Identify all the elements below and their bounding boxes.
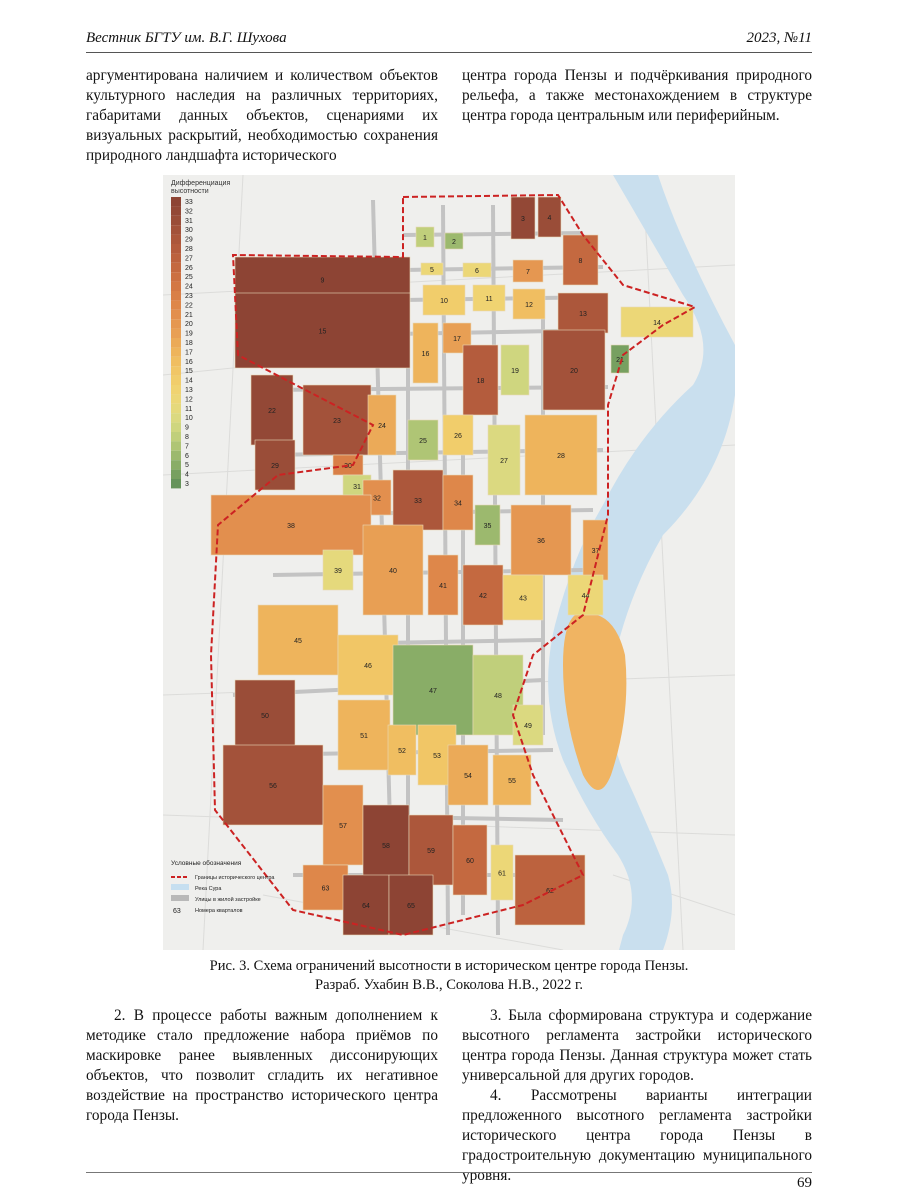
paragraph: 2. В процессе работы важным дополнением к методике стало предложение набора приёмов по маскировке ранее выявленных диссонирующих объектов, что позволит сгладить их негативное воздействие на пространство исторического центра города Пензы. (86, 1007, 438, 1124)
text-top-col1 (86, 66, 438, 166)
scale-label: 12 (185, 396, 193, 404)
block-number: 10 (440, 298, 448, 305)
scale-swatch (171, 385, 181, 394)
block-number: 57 (339, 823, 347, 830)
text-bottom-col2 (462, 1006, 812, 1186)
height-map (163, 175, 735, 950)
scale-label: 28 (185, 246, 193, 253)
scale-swatch (171, 272, 181, 281)
scale-swatch (171, 451, 181, 460)
block-number: 1 (423, 235, 427, 242)
block-number: 62 (546, 888, 554, 895)
block-number: 53 (433, 753, 441, 760)
block-number: 33 (414, 498, 422, 505)
block-number: 22 (268, 408, 276, 415)
scale-swatch (171, 225, 181, 234)
paragraph: аргументирована наличием и количеством объектов культурного наследия на различных территориях, габаритами данных объектов, сценариями их визуальных раскрытий, необходимостью сохранения природного ландшафта исторического (86, 67, 438, 164)
block-number: 44 (581, 593, 590, 600)
scale-label: 17 (185, 349, 193, 357)
scale-label: 7 (185, 443, 189, 451)
scale-label: 22 (185, 302, 193, 310)
scale-swatch (171, 319, 181, 328)
scale-label: 26 (185, 264, 193, 272)
block-number: 64 (362, 903, 370, 910)
block-number: 35 (483, 523, 492, 530)
issue-label: 2023, №11 (746, 30, 812, 46)
block-number: 12 (525, 302, 533, 309)
block-number: 40 (389, 568, 397, 575)
block-number: 39 (334, 568, 342, 575)
scale-swatch (171, 347, 181, 356)
scale-swatch (171, 423, 181, 432)
legend-swatch (171, 884, 189, 890)
scale-swatch (171, 432, 181, 441)
scale-swatch (171, 376, 181, 385)
block-number: 3 (521, 216, 525, 223)
block-number: 51 (360, 733, 368, 740)
legend-note-label: Номера кварталов (195, 908, 243, 914)
block-number: 4 (547, 215, 552, 222)
block-number: 48 (494, 693, 502, 700)
scale-label: 8 (185, 434, 189, 441)
block-number: 8 (578, 258, 583, 265)
scale-label: 4 (185, 471, 189, 479)
block-number: 50 (261, 713, 269, 720)
text-bottom-col1 (86, 1006, 438, 1126)
block-number: 11 (485, 296, 493, 303)
scale-label: 9 (185, 424, 189, 432)
block-number: 42 (479, 593, 487, 600)
paragraph: 3. Была сформирована структура и содержание высотного регламента застройки исторического центра города Пензы. Данная структура может стать универсальной для других городов. (462, 1007, 812, 1084)
block-number: 55 (508, 778, 516, 785)
scale-label: 6 (185, 452, 189, 460)
scale-swatch (171, 329, 181, 338)
running-header (86, 30, 812, 53)
paragraph: 4. Рассмотрены варианты интеграции предложенного высотного регламента застройки исторического центра города Пензы в градостроительную документацию муниципального уровня. (462, 1087, 812, 1184)
scale-swatch (171, 479, 181, 488)
scale-label: 33 (185, 199, 193, 206)
scale-swatch (171, 441, 181, 450)
scale-swatch (171, 282, 181, 291)
block-number: 19 (511, 368, 519, 375)
block-number: 29 (271, 463, 279, 470)
scale-label: 27 (185, 255, 193, 263)
scale-swatch (171, 357, 181, 366)
block-number: 45 (294, 638, 302, 645)
scale-label: 15 (185, 368, 193, 376)
legend-notes-title: Условные обозначения (171, 860, 242, 867)
scale-swatch (171, 206, 181, 215)
scale-label: 19 (185, 330, 193, 338)
journal-title: Вестник БГТУ им. В.Г. Шухова (86, 30, 287, 46)
block-number: 14 (653, 320, 661, 327)
scale-swatch (171, 300, 181, 309)
block-number: 58 (382, 843, 390, 850)
scale-swatch (171, 310, 181, 319)
legend-note-label: Улицы в жилой застройке (195, 897, 261, 903)
scale-label: 20 (185, 321, 193, 329)
block-number: 2 (452, 239, 456, 246)
block-number: 13 (579, 311, 587, 318)
scale-label: 24 (185, 283, 193, 291)
block-number: 9 (320, 277, 325, 285)
scale-label: 29 (185, 236, 193, 244)
block-number: 23 (333, 418, 341, 425)
block-number: 60 (466, 858, 474, 865)
scale-swatch (171, 413, 181, 422)
page-number: 69 (797, 1175, 812, 1191)
scale-swatch (171, 460, 181, 469)
scale-label: 25 (185, 274, 193, 282)
paragraph: центра города Пензы и подчёркивания природного рельефа, а также местонахождением в структуре центра города центральным или периферийным. (462, 67, 812, 124)
block-number: 63 (321, 885, 330, 893)
legend-note-label: Река Сура (195, 886, 222, 892)
block-number: 17 (453, 336, 461, 343)
block-number: 43 (519, 595, 527, 603)
scale-label: 21 (185, 311, 193, 319)
scale-label: 30 (185, 227, 193, 235)
scale-label: 31 (185, 217, 193, 225)
scale-swatch (171, 366, 181, 375)
scale-swatch (171, 235, 181, 244)
block-number: 31 (353, 484, 361, 491)
height-map-figure (163, 175, 735, 950)
block-number: 7 (526, 269, 530, 276)
block-number: 15 (318, 328, 327, 336)
scale-swatch (171, 338, 181, 347)
block-number: 26 (454, 433, 462, 440)
scale-label: 13 (185, 387, 193, 394)
block-number: 25 (419, 438, 427, 445)
block-number: 28 (557, 453, 565, 460)
block-number: 47 (429, 688, 437, 695)
scale-label: 14 (185, 377, 193, 385)
block-number: 20 (570, 368, 578, 375)
caption-line: Рис. 3. Схема ограничений высотности в историческом центре города Пензы. (209, 958, 689, 974)
scale-swatch (171, 291, 181, 300)
scale-swatch (171, 470, 181, 479)
legend-title: высотности (171, 188, 209, 195)
block-number: 37 (591, 548, 600, 555)
block-number: 30 (344, 463, 352, 470)
block-number: 21 (616, 357, 624, 364)
block-number: 36 (537, 538, 545, 545)
scale-label: 11 (185, 405, 193, 413)
block-number: 52 (398, 748, 406, 755)
scale-swatch (171, 197, 181, 206)
legend-sample-number: 63 (173, 908, 181, 915)
block-number: 46 (364, 663, 372, 670)
block-number: 54 (464, 773, 472, 780)
scale-swatch (171, 263, 181, 272)
block-number: 5 (430, 267, 434, 274)
block-number: 32 (373, 495, 381, 503)
block-number: 18 (476, 378, 485, 385)
scale-label: 10 (185, 415, 193, 423)
legend-swatch (171, 895, 189, 901)
scale-swatch (171, 394, 181, 403)
scale-label: 16 (185, 358, 193, 366)
scale-label: 5 (185, 462, 189, 470)
figure-caption (86, 957, 812, 995)
block-number: 38 (287, 523, 295, 530)
scale-label: 3 (185, 481, 189, 488)
block-number: 65 (407, 903, 415, 910)
text-top-col2 (462, 66, 812, 126)
footer-rule (86, 1172, 812, 1173)
scale-swatch (171, 404, 181, 413)
scale-label: 32 (185, 208, 193, 216)
scale-swatch (171, 244, 181, 253)
scale-label: 18 (185, 340, 193, 347)
block-number: 56 (269, 783, 277, 790)
scale-label: 23 (185, 293, 193, 300)
block-number: 27 (500, 458, 508, 465)
block-number: 24 (378, 423, 386, 430)
block-number: 16 (421, 351, 430, 358)
block-number: 61 (498, 870, 506, 878)
scale-swatch (171, 253, 181, 262)
legend-note-label: Границы исторического центра (195, 875, 275, 881)
block-number: 6 (475, 268, 479, 275)
scale-swatch (171, 216, 181, 225)
block-number: 34 (454, 500, 462, 508)
block-number: 41 (439, 583, 447, 590)
block-number: 59 (427, 848, 435, 855)
caption-credit: Разраб. Ухабин В.В., Соколова Н.В., 2022 г. (315, 977, 583, 993)
block-number: 49 (524, 723, 532, 730)
legend-title: Дифференциация (171, 180, 231, 187)
